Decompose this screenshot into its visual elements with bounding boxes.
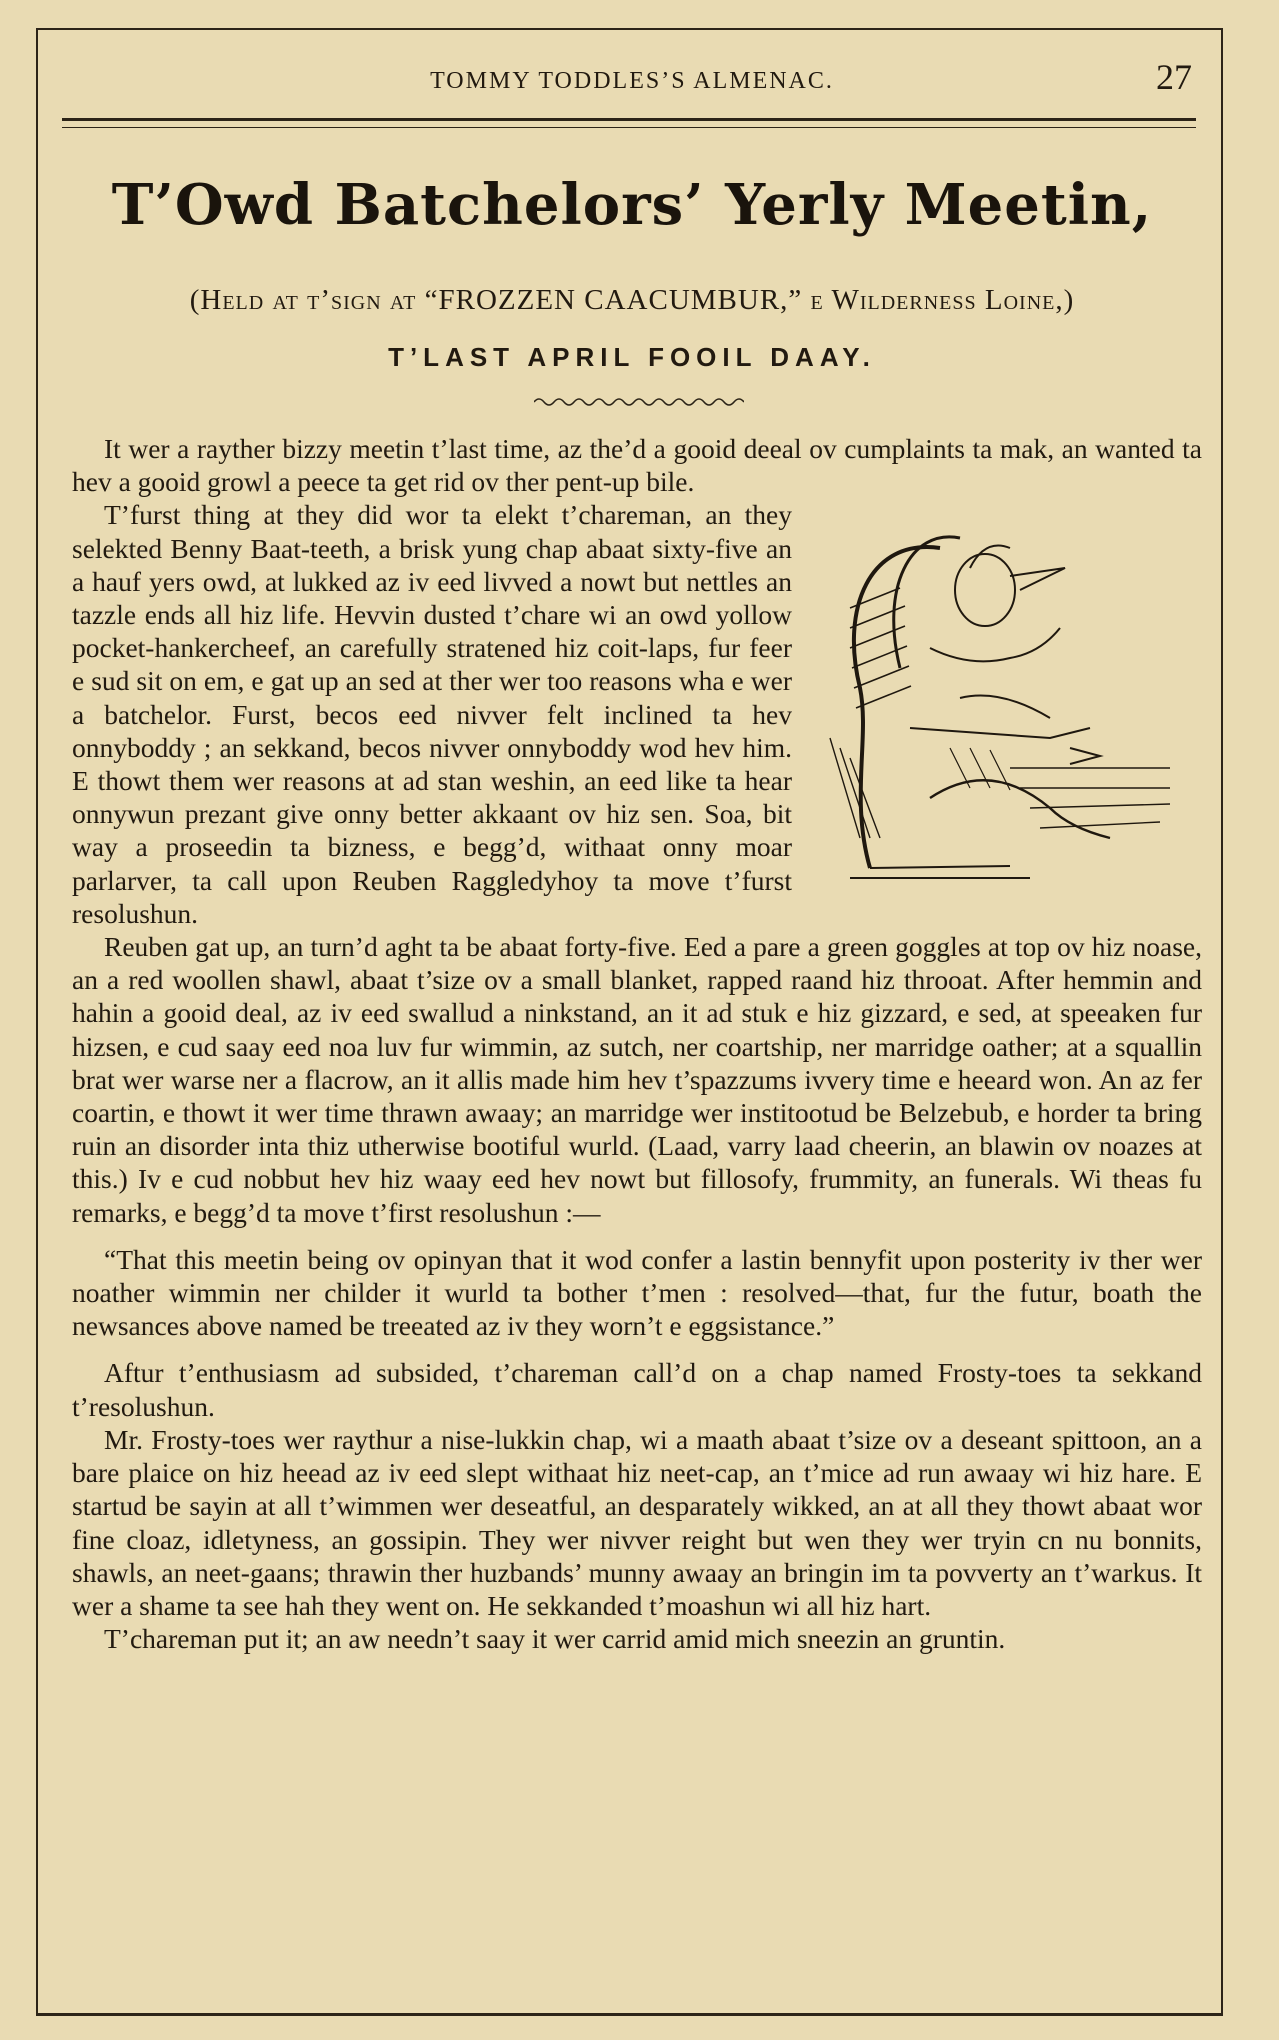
paragraph-5: Aftur t’enthusiasm ad subsided, t’chareman call’d on a chap named Frosty-toes ta sekkand t’resolushun. <box>72 1357 1202 1422</box>
paragraph-4-quote: “That this meetin being ov opinyan that it wod confer a lastin bennyfit upon posterity iv ther wer noather wimmin ner childer it wurld ta bother t’men : resolved—that, fur the futur, boath the newsances above named be treeated az iv they worn’t e eggsistance.” <box>72 1243 1202 1342</box>
paragraph-1: It wer a rayther bizzy meetin t’last time, az the’d a gooid deeal ov cumplaints ta mak, an wanted ta hev a gooid growl a peece ta get rid ov ther pent-up bile. <box>72 433 1202 498</box>
wavy-divider <box>534 394 744 410</box>
paragraph-3: Reuben gat up, an turn’d aght ta be abaat forty-five. Eed a pare a green goggles at top ov hiz noase, an a red woollen shawl, abaat t’size ov a small blanket, rapped raand hiz throoat. After hemmin and hahin a gooid deal, az iv eed swallud a ninkstand, an it ad stuk e hiz gizzard, e sed, at speeaken fur hizsen, e cud saay eed noa luv fur wimmin, az sutch, ner coartship, ner marridge oather; at a squallin brat wer warse ner a flacrow, an it allis made him hev t’spazzums ivvery time e heeard won. An az fer coartin, e thowt it wer time thrawn awaay; an marridge wer institootud be Belzebub, e horder ta bring ruin an disorder inta thiz utherwise bootiful wurld. (Laad, varry laad cheerin, an blawin ov noazes at this.) Iv e cud nobbut hev hiz waay eed hev nowt but fillosofy, frummity, an funerals. Wi theas fu remarks, e begg’d ta move t’first resolushun :— <box>72 931 1202 1228</box>
page-header <box>72 56 1192 100</box>
paragraph-7: T’chareman put it; an aw needn’t saay it wer carrid amid mich sneezin an gruntin. <box>104 1623 1006 1655</box>
ornamental-initial-icon <box>810 498 1202 898</box>
running-head: TOMMY TODDLES’S ALMENAC. <box>430 68 834 94</box>
page-number: 27 <box>1156 57 1192 97</box>
article-subtitle: (Held at t’sign at “FROZZEN CAACUMBUR,” e Wilderness Loine,) <box>189 284 1075 316</box>
paragraph-6: Mr. Frosty-toes wer raythur a nise-lukkin chap, wi a maath abaat t’size ov a deseant spittoon, an a bare plaice on hiz heead az iv eed slept withaat hiz neet-cap, an t’mice ad run awaay wi hiz hare. E startud be sayin at all t’wimmen wer deseatful, an desparately wikked, an at all they thowt abaat wor fine cloaz, idletyness, an gossipin. They wer nivver reight but wen they wer tryin cn nu bonnits, shawls, an neet-gaans; thrawin ther huzbands’ munny awaay an bringin im ta povverty an t’warkus. It wer a shame ta see hah they went on. He sekkanded t’moashun wi all hiz hart. <box>72 1423 1202 1621</box>
article-body <box>72 432 1202 1655</box>
paragraph-2 <box>72 498 1202 930</box>
article-dateline: T’LAST APRIL FOOIL DAAY. <box>388 342 876 372</box>
header-rule <box>62 118 1196 128</box>
article-title: T’Owd Batchelors’ Yerly Meetin, <box>111 172 1153 238</box>
paragraph-2-text: T’furst thing at they did wor ta elekt t’chareman, an they selekted Benny Baat-teeth, a brisk yung chap abaat sixty-five an a hauf yers owd, at lukked az iv eed livved a nowt but nettles an tazzle ends all hiz life. Hevvin dusted t’chare wi an owd yollow pocket-hankercheef, an carefully stratened hiz coit-laps, fur feer e sud sit on em, e gat up an sed at ther wer too reasons wha e wer a batchelor. Furst, becos eed nivver felt inclined ta hev onnyboddy ; an sekkand, becos nivver onnyboddy wod hev him. E thowt them wer reasons at ad stan weshin, an eed like ta hear onnywun prezant give onny better akkaant ov hiz sen. Soa, bit way a proseedin ta bizness, e begg’d, withaat onny moar parlarver, ta call upon Reuben Raggledyhoy ta move t’furst resolushun. <box>72 499 792 929</box>
